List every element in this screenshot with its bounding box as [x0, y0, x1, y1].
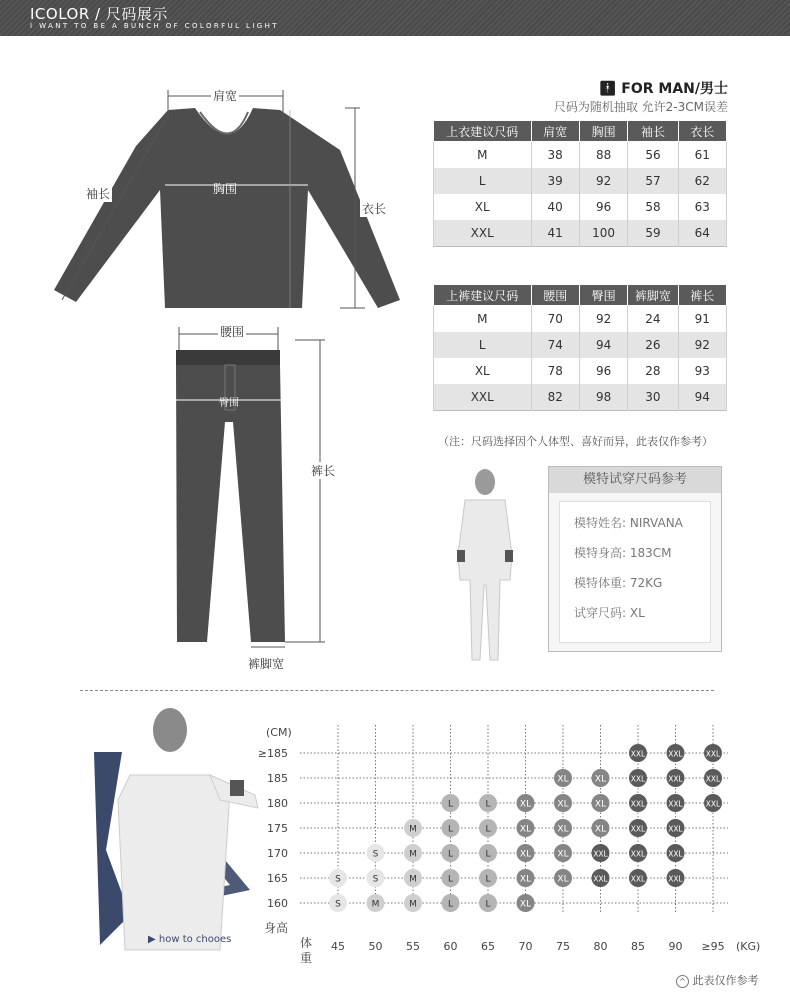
model-photo	[440, 460, 530, 665]
size-dot-label: M	[409, 899, 417, 910]
waist-label: 腰围	[220, 325, 245, 339]
top-size-table	[433, 120, 727, 247]
size-dot-label: L	[485, 799, 491, 810]
x-unit-label: (KG)	[736, 940, 761, 953]
table-cell: 74	[531, 332, 579, 358]
size-dot-label: XXL	[668, 799, 683, 809]
size-dot-label: XXL	[705, 749, 721, 759]
table-cell: 58	[628, 194, 678, 220]
banner-subtitle: I WANT TO BE A BUNCH OF COLORFUL LIGHT	[30, 22, 279, 30]
size-dot-label: XXL	[630, 774, 646, 784]
table-header-cell: 肩宽	[531, 121, 579, 142]
table-cell: 96	[579, 194, 627, 220]
table-cell: M	[434, 306, 532, 333]
y-tick-label: 160	[267, 897, 288, 910]
table-cell: 92	[678, 332, 726, 358]
section-divider	[80, 690, 714, 691]
size-dot-label: L	[485, 874, 491, 885]
table-row	[434, 332, 727, 358]
table-cell: 30	[628, 384, 678, 411]
size-dot-label: S	[335, 899, 341, 910]
up-circle-icon: ^	[676, 975, 689, 988]
table-header-cell: 上裤建议尺码	[434, 285, 532, 306]
size-dot-label: L	[447, 799, 454, 810]
table-cell: XL	[434, 194, 532, 220]
model-height: 模特身高: 183CM	[574, 546, 672, 560]
table-cell: 98	[579, 384, 627, 411]
x-tick-label: 90	[668, 940, 683, 953]
table-cell: 100	[579, 220, 627, 247]
table-row	[434, 306, 727, 333]
table-row	[434, 194, 727, 220]
table-cell: M	[434, 142, 532, 169]
model-graphic	[70, 700, 270, 960]
size-dot-label: L	[447, 849, 454, 860]
table-cell: 64	[678, 220, 726, 247]
table-cell: 94	[678, 384, 726, 411]
chest-label: 胸围	[213, 182, 238, 196]
size-dot-label: L	[447, 874, 454, 885]
table-header-cell: 腰围	[531, 285, 579, 306]
table-header-cell: 胸围	[579, 121, 627, 142]
size-dot-label: XXL	[668, 849, 683, 859]
table-cell: 70	[531, 306, 579, 333]
table-cell: 38	[531, 142, 579, 169]
model-info-card	[548, 466, 722, 652]
pants-size-table	[433, 284, 727, 411]
size-dot-label: XL	[557, 849, 569, 860]
size-dot-label: XXL	[630, 824, 646, 834]
size-chart	[258, 720, 778, 970]
size-dot-label: XXL	[705, 799, 721, 809]
table-cell: 92	[579, 306, 627, 333]
x-tick-label: 60	[443, 940, 458, 953]
how-to-choose: ▶ how to chooes	[148, 934, 232, 945]
shoulder-label: 肩宽	[213, 89, 238, 103]
size-dot-label: XL	[519, 824, 532, 835]
size-dot-label: L	[447, 899, 454, 910]
size-dot-label: XL	[519, 799, 532, 810]
model-name: 模特姓名: NIRVANA	[574, 516, 683, 530]
sleeve-label: 袖长	[86, 187, 111, 201]
x-tick-label: 70	[518, 940, 533, 953]
size-dot-label: S	[335, 874, 341, 885]
table-cell: 61	[678, 142, 726, 169]
table-cell: 41	[531, 220, 579, 247]
size-dot-label: S	[372, 849, 379, 860]
table-cell: 57	[628, 168, 678, 194]
size-dot-label: XL	[594, 799, 607, 810]
size-dot-label: M	[409, 849, 417, 860]
table-cell: 94	[579, 332, 627, 358]
table-header-cell: 臀围	[579, 285, 627, 306]
x-tick-label: 80	[593, 940, 608, 953]
size-dot-label: XXL	[630, 749, 646, 759]
table-row	[434, 168, 727, 194]
x-tick-label: 55	[406, 940, 420, 953]
size-dot-label: S	[372, 874, 379, 885]
table-cell: 26	[628, 332, 678, 358]
length-label: 衣长	[362, 202, 387, 216]
size-dot-label: XL	[519, 899, 532, 910]
size-dot-label: XL	[519, 874, 532, 885]
model-weight: 模特体重: 72KG	[574, 576, 663, 590]
table-cell: 59	[628, 220, 678, 247]
table-row	[434, 384, 727, 411]
size-dot-label: L	[485, 899, 491, 910]
table-cell: 92	[579, 168, 627, 194]
size-dot-label: XL	[557, 774, 569, 785]
table-cell: 24	[628, 306, 678, 333]
x-tick-label: 65	[481, 940, 495, 953]
size-dot-label: M	[371, 899, 380, 910]
table-cell: XL	[434, 358, 532, 384]
size-dot-label: XL	[594, 824, 607, 835]
table-cell: 62	[678, 168, 726, 194]
y-tick-label: 170	[267, 847, 288, 860]
size-dot-label: XXL	[668, 749, 683, 759]
size-dot-label: XL	[557, 824, 569, 835]
man-icon: 🚹︎	[598, 81, 617, 97]
size-dot-label: XXL	[668, 824, 683, 834]
x-tick-label: 50	[368, 940, 383, 953]
table-cell: 91	[678, 306, 726, 333]
table-cell: 39	[531, 168, 579, 194]
size-dot-label: L	[447, 824, 454, 835]
size-dot-label: L	[485, 824, 491, 835]
table-cell: 28	[628, 358, 678, 384]
table-cell: L	[434, 168, 532, 194]
table-row	[434, 220, 727, 247]
table-header-cell: 衣长	[678, 121, 726, 142]
table-cell: 88	[579, 142, 627, 169]
shirt-diagram	[40, 90, 410, 320]
y-title: 身高	[264, 921, 289, 935]
y-tick-label: 175	[267, 822, 288, 835]
y-tick-label: 185	[267, 772, 288, 785]
pants-length-label: 裤长	[311, 464, 336, 478]
model-card-title: 模特试穿尺码参考	[549, 467, 721, 493]
y-tick-label: 180	[267, 797, 288, 810]
size-dot-label: L	[485, 849, 491, 860]
size-dot-label: XXL	[593, 849, 608, 859]
table-cell: 82	[531, 384, 579, 411]
table-header-cell: 上衣建议尺码	[434, 121, 532, 142]
table-cell: 63	[678, 194, 726, 220]
size-dot-label: XL	[557, 799, 569, 810]
table-cell: 96	[579, 358, 627, 384]
gender-title: 🚹︎ FOR MAN/男士	[598, 81, 728, 97]
table-row	[434, 358, 727, 384]
table-cell: L	[434, 332, 532, 358]
table-row	[434, 142, 727, 169]
size-dot-label: M	[409, 824, 417, 835]
size-note: 尺码为随机抽取 允许2-3CM误差	[553, 100, 728, 114]
table-header-cell: 裤脚宽	[628, 285, 678, 306]
table-cell: XXL	[434, 220, 532, 247]
size-dot-label: XXL	[630, 799, 646, 809]
size-dot-label: XL	[519, 849, 532, 860]
table-cell: 40	[531, 194, 579, 220]
size-dot-label: M	[409, 874, 417, 885]
banner-title: ICOLOR / 尺码展示	[30, 5, 168, 23]
x-tick-label: 45	[331, 940, 345, 953]
x-tick-label: 75	[556, 940, 570, 953]
size-dot-label: XXL	[630, 849, 646, 859]
model-size: 试穿尺码: XL	[574, 606, 645, 620]
table-header-cell: 袖长	[628, 121, 678, 142]
y-tick-label: 165	[267, 872, 288, 885]
x-title: 体重	[300, 936, 313, 965]
disclaimer: ^ 此表仅作参考	[676, 972, 759, 988]
hip-label: 臀围	[219, 398, 239, 409]
size-dot-label: XXL	[630, 874, 646, 884]
play-icon: ▶	[148, 934, 156, 945]
footnote: （注：尺码选择因个人体型、喜好而异，此表仅作参考）	[438, 435, 713, 448]
size-dot-label: XL	[557, 874, 569, 885]
y-tick-label: ≥185	[258, 747, 288, 760]
pants-diagram	[165, 322, 330, 652]
table-cell: 93	[678, 358, 726, 384]
x-tick-label: ≥95	[701, 940, 725, 953]
size-dot-label: XXL	[593, 874, 608, 884]
x-tick-label: 85	[631, 940, 645, 953]
cuff-label: 裤脚宽	[248, 657, 285, 671]
table-cell: XXL	[434, 384, 532, 411]
page-banner	[0, 0, 790, 36]
table-header-cell: 裤长	[678, 285, 726, 306]
size-dot-label: XL	[594, 774, 607, 785]
size-dot-label: XXL	[705, 774, 721, 784]
table-cell: 56	[628, 142, 678, 169]
size-dot-label: XXL	[668, 774, 683, 784]
y-unit-label: (CM)	[266, 726, 292, 739]
size-dot-label: XXL	[668, 874, 683, 884]
table-cell: 78	[531, 358, 579, 384]
